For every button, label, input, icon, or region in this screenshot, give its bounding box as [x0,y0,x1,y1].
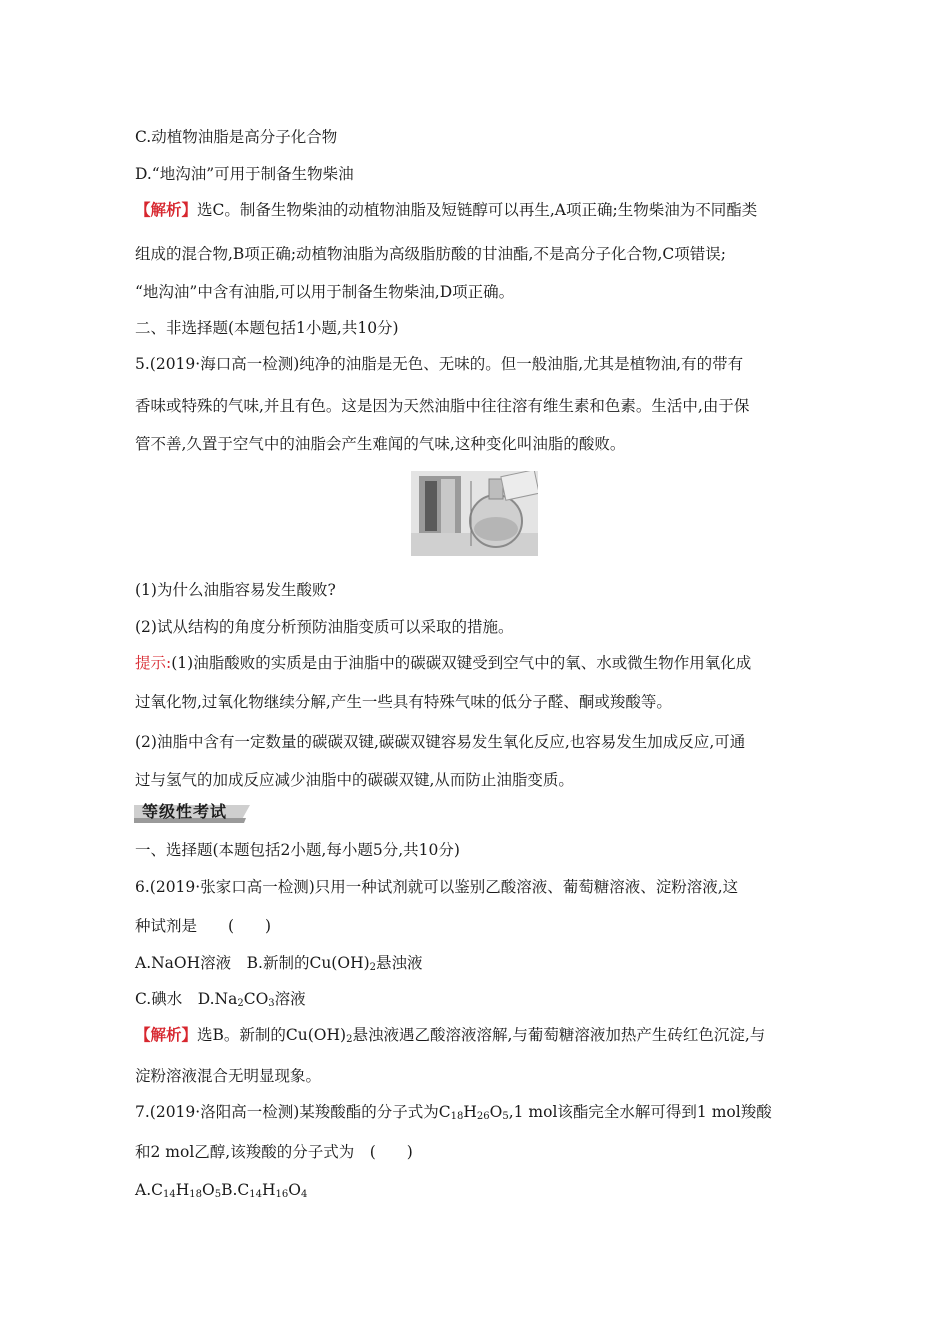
question-5-part-2: (2)试从结构的角度分析预防油脂变质可以采取的措施。 [135,618,514,636]
hint-line-1 [135,653,751,673]
question-6-line-2: 种试剂是 ( ) [135,917,272,935]
option-text: CO [243,990,269,1008]
option-text: O [288,1181,301,1199]
option-text: A.C [135,1181,163,1199]
option-text: C.碘水 D.Na [135,990,238,1008]
option-text: H [262,1181,276,1199]
q7-text: ,1 mol该酯完全水解可得到1 mol羧酸 [508,1103,772,1121]
level-exam-banner [134,801,250,823]
analysis-6-line-2: 淀粉溶液混合无明显现象。 [135,1067,322,1085]
question-7-options-ab [135,1180,307,1205]
hint-line-4: 过与氢气的加成反应减少油脂中的碳碳双键,从而防止油脂变质。 [135,771,574,789]
analysis-text: 选C。制备生物柴油的动植物油脂及短链醇可以再生,A项正确;生物柴油为不同酯类 [197,201,758,219]
analysis-text: 选B。新制的Cu(OH) [197,1026,347,1044]
q7-text: 7.(2019·洛阳高一检测)某羧酸酯的分子式为C [135,1103,451,1121]
subscript: 5 [214,1189,222,1200]
option-c: C.动植物油脂是高分子化合物 [135,128,338,146]
oil-flask-photo [411,471,538,556]
banner-title: 等级性考试 [142,802,228,821]
question-7-line-1 [135,1102,772,1127]
question-6-options-ab [135,953,423,978]
option-text: 溶液 [274,990,306,1008]
option-text: O [201,1181,215,1199]
question-5-line-1: 5.(2019·海口高一检测)纯净的油脂是无色、无味的。但一般油脂,尤其是植物油,有的带有 [135,355,744,373]
question-5-line-3: 管不善,久置于空气中的油脂会产生难闻的气味,这种变化叫油脂的酸败。 [135,435,626,453]
analysis-text: 悬浊液遇乙酸溶液溶解,与葡萄糖溶液加热产生砖红色沉淀,与 [352,1026,766,1044]
option-text: A.NaOH溶液 B.新制的Cu(OH) [135,954,370,972]
hint-tag: 提示: [135,654,172,672]
analysis-tag: 【解析】 [135,1025,198,1044]
question-6-line-1: 6.(2019·张家口高一检测)只用一种试剂就可以鉴别乙酸溶液、葡萄糖溶液、淀粉溶液,这 [135,878,739,896]
question-6-options-cd [135,989,306,1014]
subscript: 14 [162,1189,176,1200]
subscript: 3 [268,998,275,1009]
subscript: 16 [275,1189,289,1200]
question-5-part-1: (1)为什么油脂容易发生酸败? [135,581,336,599]
subscript: 2 [346,1034,353,1045]
option-text: H [175,1181,190,1199]
q7-text: O [489,1103,503,1121]
subscript: 4 [300,1189,308,1200]
subscript: 18 [189,1189,202,1200]
subscript: 2 [369,962,377,973]
section-heading-choice: 一、选择题(本题包括2小题,每小题5分,共10分) [135,841,460,859]
section-heading-nonchoice: 二、非选择题(本题包括1小题,共10分) [135,319,399,337]
subscript: 18 [450,1111,464,1122]
option-text: B.C [221,1181,250,1199]
analysis-6-line-1 [135,1025,765,1050]
analysis-tag: 【解析】 [135,200,198,219]
subscript: 14 [249,1189,262,1200]
q7-text: H [463,1103,477,1121]
hint-line-2: 过氧化物,过氧化物继续分解,产生一些具有特殊气味的低分子醛、酮或羧酸等。 [135,693,672,711]
analysis-line-1 [135,200,757,220]
question-5-line-2: 香味或特殊的气味,并且有色。这是因为天然油脂中往往溶有维生素和色素。生活中,由于保 [135,397,750,415]
option-text: 悬浊液 [376,954,423,972]
analysis-line-2: 组成的混合物,B项正确;动植物油脂为高级脂肪酸的甘油酯,不是高分子化合物,C项错误; [135,245,726,263]
question-7-line-2: 和2 mol乙醇,该羧酸的分子式为 ( ) [135,1143,413,1161]
subscript: 2 [237,998,244,1009]
subscript: 5 [502,1111,509,1122]
hint-line-3: (2)油脂中含有一定数量的碳碳双键,碳碳双键容易发生氧化反应,也容易发生加成反应,可通 [135,733,746,751]
hint-text: (1)油脂酸败的实质是由于油脂中的碳碳双键受到空气中的氧、水或微生物作用氧化成 [171,654,752,672]
subscript: 26 [476,1111,490,1122]
analysis-line-3: “地沟油”中含有油脂,可以用于制备生物柴油,D项正确。 [135,283,515,301]
option-d: D.“地沟油”可用于制备生物柴油 [135,165,354,183]
